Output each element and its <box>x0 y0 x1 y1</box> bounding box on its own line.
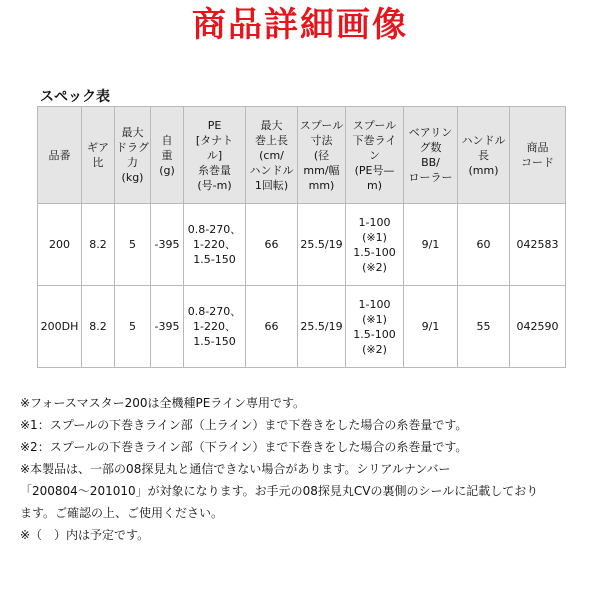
table-cell: -395 <box>151 286 184 368</box>
note-line: ※本製品は、一部の08探見丸と通信できない場合があります。シリアルナンバー <box>20 462 451 476</box>
header-cell: 最大 巻上長 (cm/ ハンドル 1回転) <box>246 107 298 204</box>
header-cell: ハンドル 長 (mm) <box>458 107 510 204</box>
table-cell: 5 <box>115 204 151 286</box>
table-cell: 8.2 <box>82 204 115 286</box>
header-cell: PE [タナト ル] 糸巻量 (号-m) <box>184 107 246 204</box>
header-cell: ベアリン グ数 BB/ ローラー <box>404 107 458 204</box>
table-cell: 042590 <box>510 286 566 368</box>
table-cell: -395 <box>151 204 184 286</box>
table-cell: 1-100 (※1) 1.5-100 (※2) <box>346 204 404 286</box>
header-cell: 商品 コード <box>510 107 566 204</box>
note-line: ※（ ）内は予定です。 <box>20 528 150 542</box>
table-cell: 042583 <box>510 204 566 286</box>
table-cell: 66 <box>246 286 298 368</box>
page-title: 商品詳細画像 <box>192 5 408 45</box>
header-cell: 自 重 (g) <box>151 107 184 204</box>
header-cell: 品番 <box>38 107 82 204</box>
note-line: ※2：スプールの下巻きライン部（下ライン）まで下巻きをした場合の糸巻量です。 <box>20 440 468 454</box>
table-cell: 0.8-270、 1-220、 1.5-150 <box>184 204 246 286</box>
spec-header-row <box>38 107 566 204</box>
note-line: ※1：スプールの下巻きライン部（上ライン）まで下巻きをした場合の糸巻量です。 <box>20 418 468 432</box>
table-row <box>38 204 566 286</box>
table-cell: 8.2 <box>82 286 115 368</box>
table-cell: 1-100 (※1) 1.5-100 (※2) <box>346 286 404 368</box>
spec-table <box>37 106 566 368</box>
table-cell: 66 <box>246 204 298 286</box>
header-cell: スプール 寸法 (径 mm/幅 mm) <box>298 107 346 204</box>
note-line: 「200804〜201010」が対象になります。お手元の08探見丸CVの裏側のシールに記載しており <box>20 484 539 498</box>
table-cell: 200 <box>38 204 82 286</box>
header-cell: スプール 下巻ライ ン (PE号— m) <box>346 107 404 204</box>
table-cell: 200DH <box>38 286 82 368</box>
header-cell: ギア 比 <box>82 107 115 204</box>
table-cell: 60 <box>458 204 510 286</box>
table-cell: 5 <box>115 286 151 368</box>
table-row <box>38 286 566 368</box>
note-line: ※フォースマスター200は全機種PEライン専用です。 <box>20 396 306 410</box>
table-cell: 55 <box>458 286 510 368</box>
table-cell: 25.5/19 <box>298 204 346 286</box>
table-cell: 9/1 <box>404 286 458 368</box>
spec-table-heading: スペック表 <box>40 89 110 105</box>
table-cell: 25.5/19 <box>298 286 346 368</box>
table-cell: 0.8-270、 1-220、 1.5-150 <box>184 286 246 368</box>
note-line: ます。ご確認の上、ご使用ください。 <box>20 506 224 520</box>
header-cell: 最大 ドラグ 力 (kg) <box>115 107 151 204</box>
table-cell: 9/1 <box>404 204 458 286</box>
notes-section <box>20 392 590 546</box>
